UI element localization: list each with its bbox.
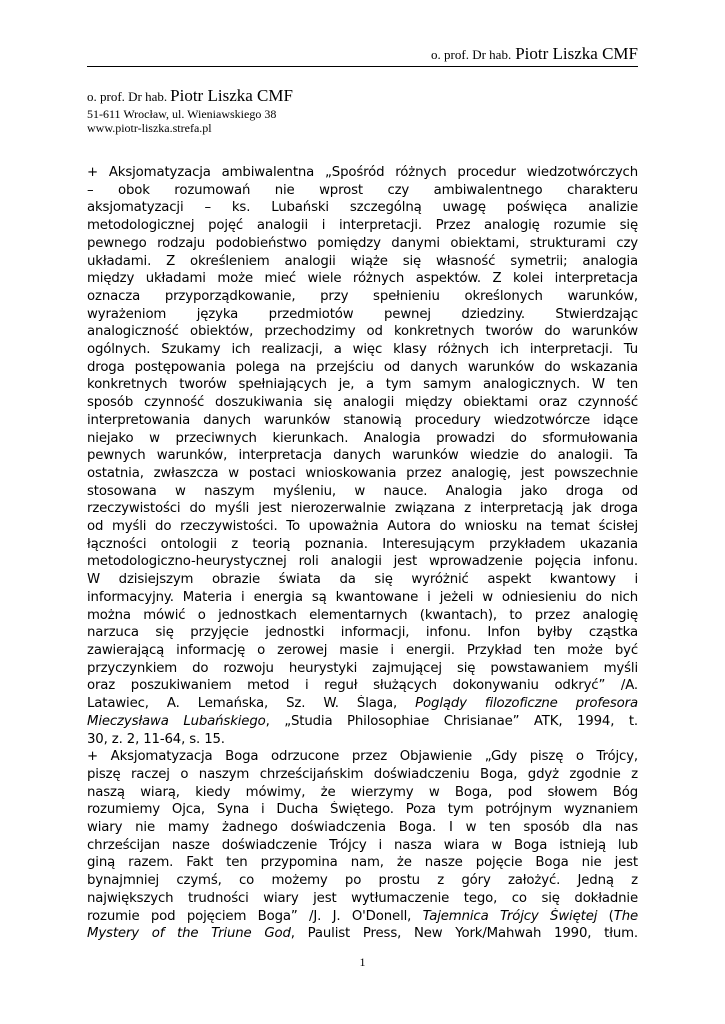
body-line: Mieczysława Lubańskiego, „Studia Philosophiae Chrisianae” ATK, 1994, t. [87, 713, 638, 729]
body-line: metodologicznej pojęć analogii i interpretacji. Przez analogię rozumie się [87, 218, 638, 234]
cited-title: Poglądy filozoficzne profesora [415, 696, 638, 712]
header-prefix: o. prof. Dr hab. [431, 47, 512, 62]
body-line: piszę raczej o naszym chrześcijańskim doświadczeniu Boga, gdyż zgodnie z [87, 766, 638, 782]
body-line: między układami może mieć wiele różnych aspektów. Z kolei interpretacja [87, 271, 638, 287]
header-author-name: Piotr Liszka CMF [515, 44, 638, 63]
body-line: stosowana w naszym myśleniu, w nauce. Analogia jako droga od [87, 483, 638, 499]
body-line: rozumiemy Ojca, Syna i Ducha Świętego. Poza tym potrójnym wyznaniem [87, 802, 638, 818]
document-body [87, 164, 638, 943]
body-line: W dzisiejszym obrazie świata da się wyróżnić aspekt kwantowy i [87, 572, 638, 588]
body-line: droga postępowania polega na przejściu od danych warunków do wskazania [87, 359, 638, 375]
body-line: wyrażeniom języka przedmiotów pewnej dziedziny. Stwierdzając [87, 306, 638, 322]
body-line: interpretowania danych warunków stanowią procedury wiedzotwórcze idące [87, 412, 638, 428]
body-line: zawierającą informację o zerowej masie i energii. Przykład ten może być [87, 642, 638, 658]
body-line: oraz poszukiwaniem metod i reguł służących dokonywaniu odkryć” /A. [87, 678, 638, 694]
body-line: giną razem. Fakt ten przypomina nam, że nasze pojęcie Boga nie jest [87, 855, 638, 871]
address-street: 51-611 Wrocław, ul. Wieniawskiego 38 [87, 107, 277, 121]
body-line: od myśli do rzeczywistości. To upoważnia Autora do wniosku na temat ścisłej [87, 519, 638, 535]
body-line: metodologiczno-heurystycznej roli analogii jest wprowadzenie pojęcia infonu. [87, 554, 638, 570]
body-line: układami. Z określeniem analogii wiąże się własność symetrii; analogia [87, 253, 638, 269]
body-line: – obok rozumowań nie wprost czy ambiwalentnego charakteru [87, 182, 638, 198]
cited-title: Tajemnica Trójcy Świętej [422, 908, 598, 924]
address-website: www.piotr-liszka.strefa.pl [87, 121, 212, 135]
author-address-block [87, 86, 293, 135]
cited-title: Mystery of the Triune God [87, 926, 291, 942]
body-line: aksjomatyzacji – ks. Lubański szczególną uwagę poświęca analizie [87, 200, 638, 216]
body-line: ogólnych. Szukamy ich realizacji, a więc klasy różnych ich interpretacji. Tu [87, 342, 638, 358]
page-number: 1 [359, 955, 366, 969]
body-line: pewnych warunków, interpretacja danych warunków wiedzie do analogii. Ta [87, 448, 638, 464]
body-line: łączności ontologii z teorią poznania. Interesującym przykładem ukazania [87, 536, 638, 552]
header-divider [87, 66, 638, 67]
body-line: 30, z. 2, 11-64, s. 15. [87, 731, 225, 747]
body-line: informacyjny. Materia i energia są kwantowane i jeżeli w odniesieniu do nich [87, 589, 638, 605]
body-line: ostatnia, zwłaszcza w postaci wnioskowania przez analogię, jest powszechnie [87, 465, 638, 481]
body-line: przyczynkiem do rozwoju heurystyki zajmującej się powstawaniem myśli [87, 660, 638, 676]
address-author-name: Piotr Liszka CMF [170, 86, 293, 105]
body-line: bynajmniej czymś, co możemy po prostu z góry założyć. Jedną z [87, 873, 638, 889]
cited-title: The [613, 908, 638, 924]
body-line: pewnego rodzaju podobieństwo pomiędzy danymi obiektami, strukturami czy [87, 235, 638, 251]
body-line: chrześcijan nasze doświadczenie Trójcy i nasza wiara w Boga istnieją lub [87, 837, 638, 853]
body-line: + Aksjomatyzacja Boga odrzucone przez Objawienie „Gdy piszę o Trójcy, [87, 749, 638, 765]
body-line: oznacza przyporządkowanie, przy spełnieniu określonych warunków, [87, 288, 638, 304]
body-line: można mówić o jednostkach elementarnych (kwantach), to przez analogię [87, 607, 638, 623]
running-header [431, 44, 638, 64]
body-line: rzeczywistości do myśli jest nierozerwalnie związana z interpretacją jak droga [87, 501, 638, 517]
body-line: wiary nie mamy żadnego doświadczenia Boga. I w ten sposób dla nas [87, 820, 638, 836]
body-line: niejako w przeciwnych kierunkach. Analogia prowadzi do sformułowania [87, 430, 638, 446]
body-line: rozumie pod pojęciem Boga” /J. J. O'Donell, Tajemnica Trójcy Świętej (The [87, 908, 638, 924]
address-prefix: o. prof. Dr hab. [87, 89, 168, 104]
body-line: największych trudności wiary jest wytłumaczenie tego, co się dokładnie [87, 890, 638, 906]
body-line: analogiczność obiektów, przechodzimy od konkretnych tworów do warunków [87, 324, 638, 340]
body-line: + Aksjomatyzacja ambiwalentna „Spośród różnych procedur wiedzotwórczych [87, 165, 638, 180]
body-line: narzuca się przyjęcie jednostki informacji, infonu. Infon byłby cząstka [87, 625, 638, 641]
body-line: sposób czynność doszukiwania się analogii między obiektami oraz czynność [87, 395, 638, 411]
body-line: Mystery of the Triune God, Paulist Press, New York/Mahwah 1990, tłum. [87, 926, 638, 942]
body-line: naszą wiarą, kiedy mówimy, że wierzymy w Boga, pod słowem Bóg [87, 784, 638, 800]
address-name-line [87, 86, 293, 107]
cited-title: Mieczysława Lubańskiego [87, 713, 266, 729]
body-line: Latawiec, A. Lemańska, Sz. W. Ślaga, Poglądy filozoficzne profesora [87, 696, 638, 712]
body-line: konkretnych tworów spełniających je, a tym samym analogicznych. W ten [87, 377, 638, 393]
